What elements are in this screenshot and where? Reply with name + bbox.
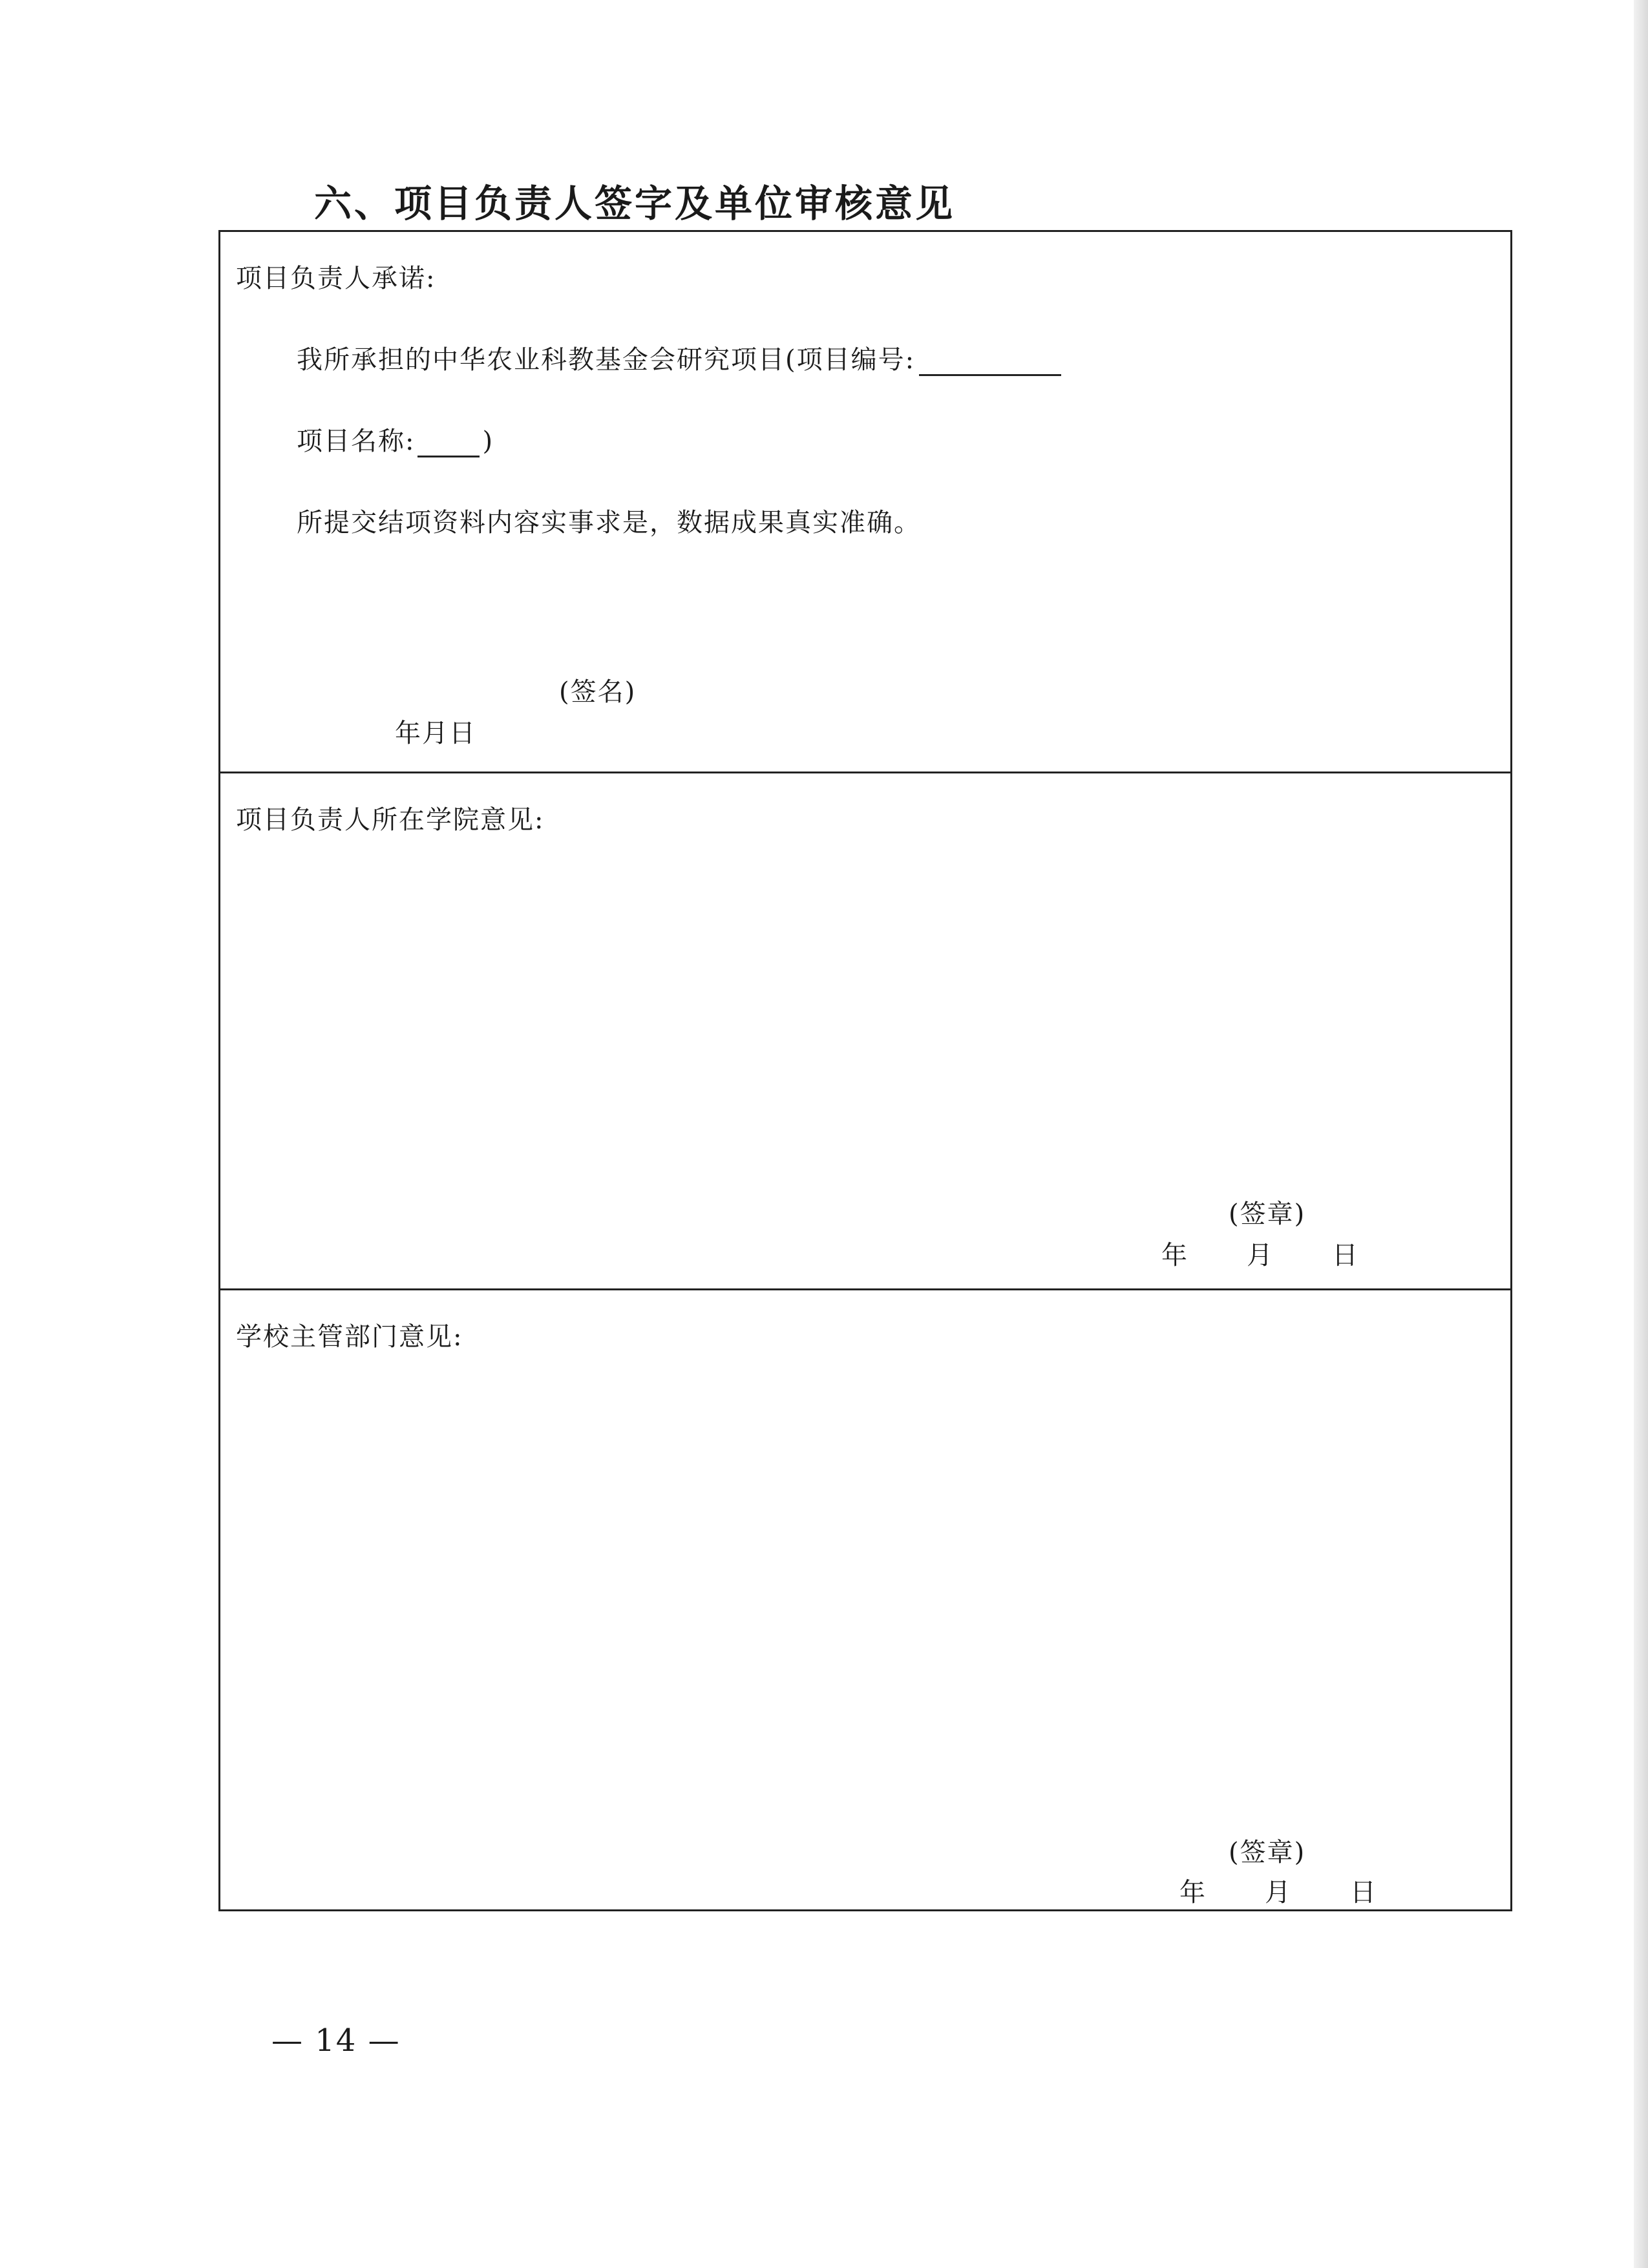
project-name-field[interactable] [417, 430, 480, 457]
school-opinion-label: 学校主管部门意见: [236, 1322, 463, 1352]
pledge-line1-text: 我所承担的中华农业科教基金会研究项目(项目编号: [297, 345, 916, 375]
project-number-field[interactable] [919, 348, 1061, 376]
section-title: 六、项目负责人签字及单位审核意见 [314, 182, 956, 226]
college-opinion-label: 项目负责人所在学院意见: [236, 805, 545, 835]
college-date-year: 年 [1161, 1241, 1188, 1270]
pledge-statement-line3: 所提交结项资料内容实事求是，数据成果真实准确。 [297, 508, 921, 538]
school-date-year: 年 [1179, 1878, 1207, 1907]
pledge-date-label: 年月日 [395, 719, 476, 748]
school-date-line [1179, 1872, 1377, 1909]
project-name-prefix: 项目名称: [297, 426, 416, 456]
college-opinion-section [220, 773, 1510, 1290]
school-seal-label: (签章) [1229, 1838, 1306, 1867]
page-number: — 14 — [271, 2022, 401, 2059]
college-date-line [1161, 1235, 1359, 1272]
pledge-section [220, 232, 1510, 773]
project-name-suffix: ) [482, 426, 494, 456]
school-date-day: 日 [1350, 1878, 1377, 1907]
page-edge-shadow [1634, 0, 1648, 2268]
school-opinion-section [220, 1290, 1510, 1909]
college-date-day: 日 [1332, 1241, 1359, 1270]
pledge-statement-line2 [297, 421, 494, 457]
pledge-signature-label: (签名) [559, 677, 637, 707]
college-seal-label: (签章) [1229, 1199, 1306, 1229]
pledge-label: 项目负责人承诺: [236, 264, 436, 293]
college-date-month: 月 [1247, 1241, 1274, 1270]
school-date-month: 月 [1265, 1878, 1292, 1907]
review-form-table [218, 230, 1512, 1911]
pledge-statement-line1 [297, 339, 1061, 376]
